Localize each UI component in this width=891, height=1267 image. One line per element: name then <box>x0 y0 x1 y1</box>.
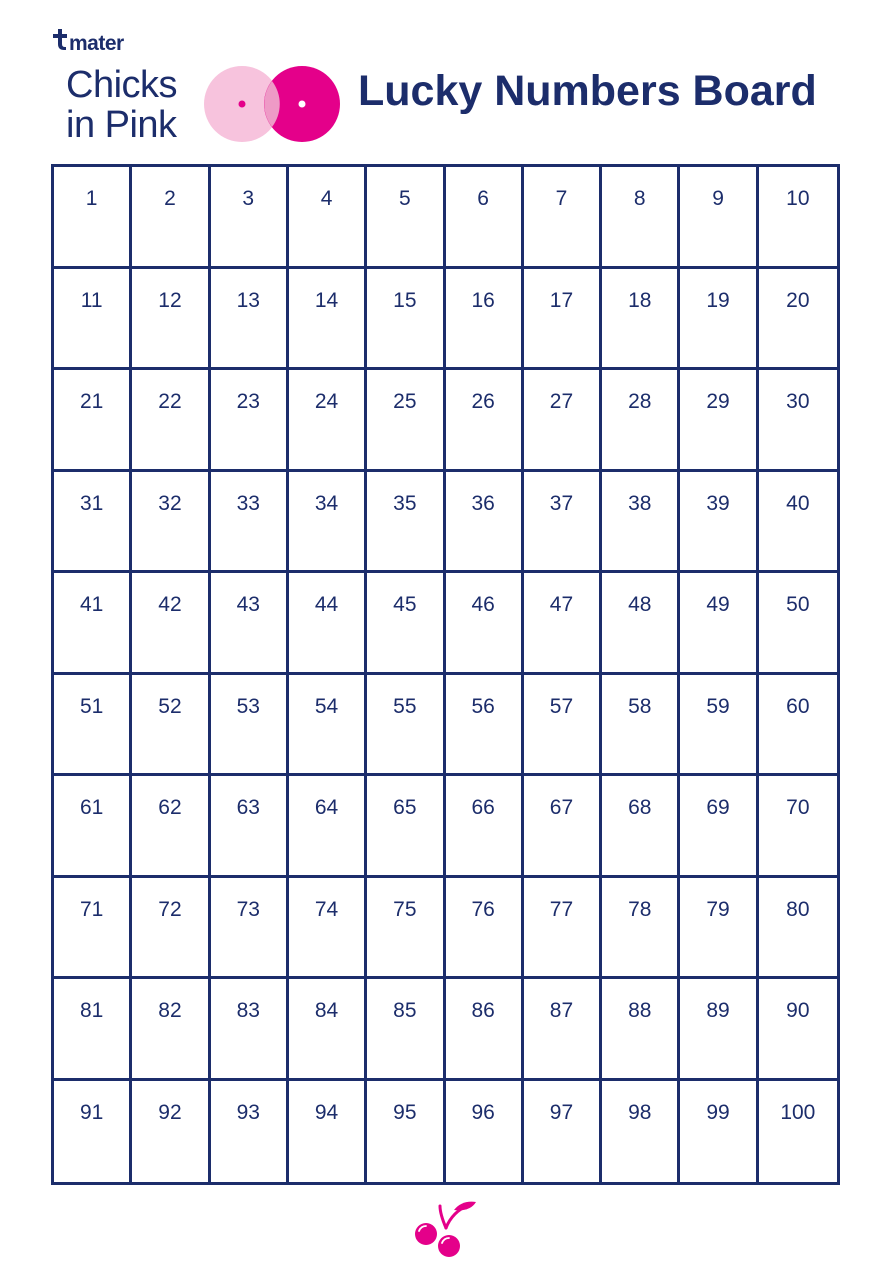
number-cell: 48 <box>602 573 680 675</box>
number-cell: 25 <box>367 370 445 472</box>
number-cell: 17 <box>524 269 602 371</box>
page-title: Lucky Numbers Board <box>358 67 817 115</box>
number-cell: 15 <box>367 269 445 371</box>
number-cell: 77 <box>524 878 602 980</box>
number-cell: 97 <box>524 1081 602 1183</box>
number-cell: 49 <box>680 573 758 675</box>
number-cell: 4 <box>289 167 367 269</box>
number-cell: 93 <box>211 1081 289 1183</box>
number-cell: 69 <box>680 776 758 878</box>
number-cell: 14 <box>289 269 367 371</box>
number-cell: 98 <box>602 1081 680 1183</box>
number-cell: 72 <box>132 878 210 980</box>
number-cell: 75 <box>367 878 445 980</box>
number-cell: 47 <box>524 573 602 675</box>
number-cell: 63 <box>211 776 289 878</box>
number-cell: 33 <box>211 472 289 574</box>
number-cell: 95 <box>367 1081 445 1183</box>
number-cell: 16 <box>446 269 524 371</box>
number-cell: 31 <box>54 472 132 574</box>
number-cell: 78 <box>602 878 680 980</box>
number-cell: 7 <box>524 167 602 269</box>
number-cell: 80 <box>759 878 837 980</box>
number-cell: 65 <box>367 776 445 878</box>
number-cell: 52 <box>132 675 210 777</box>
number-cell: 73 <box>211 878 289 980</box>
number-cell: 41 <box>54 573 132 675</box>
number-cell: 20 <box>759 269 837 371</box>
lucky-numbers-grid <box>51 164 840 1185</box>
light-circle-dot <box>239 101 246 108</box>
number-cell: 74 <box>289 878 367 980</box>
number-cell: 1 <box>54 167 132 269</box>
number-cell: 100 <box>780 1100 816 1124</box>
overlapping-circles-logo <box>202 63 342 145</box>
number-cell: 79 <box>680 878 758 980</box>
number-cell: 22 <box>132 370 210 472</box>
number-cell: 11 <box>54 269 132 371</box>
cherry-icon <box>410 1198 480 1260</box>
number-cell: 45 <box>367 573 445 675</box>
org-name: mater <box>69 31 124 55</box>
number-cell: 9 <box>680 167 758 269</box>
number-cell: 76 <box>446 878 524 980</box>
number-cell: 83 <box>211 979 289 1081</box>
campaign-name-line-1: Chicks <box>66 64 178 106</box>
number-cell: 66 <box>446 776 524 878</box>
number-cell: 13 <box>211 269 289 371</box>
number-cell: 6 <box>446 167 524 269</box>
number-cell: 99 <box>680 1081 758 1183</box>
mater-logo <box>51 24 124 54</box>
number-cell: 5 <box>367 167 445 269</box>
magenta-circle-dot <box>299 101 306 108</box>
number-cell: 90 <box>759 979 837 1081</box>
number-cell: 87 <box>524 979 602 1081</box>
number-cell: 44 <box>289 573 367 675</box>
number-cell: 62 <box>132 776 210 878</box>
number-cell: 68 <box>602 776 680 878</box>
number-cell: 56 <box>446 675 524 777</box>
number-cell: 43 <box>211 573 289 675</box>
number-cell: 59 <box>680 675 758 777</box>
number-cell: 81 <box>54 979 132 1081</box>
number-cell: 36 <box>446 472 524 574</box>
number-cell: 50 <box>759 573 837 675</box>
number-cell: 88 <box>602 979 680 1081</box>
number-cell: 24 <box>289 370 367 472</box>
number-cell: 8 <box>602 167 680 269</box>
header <box>0 0 891 160</box>
number-cell: 40 <box>759 472 837 574</box>
number-cell: 28 <box>602 370 680 472</box>
number-cell: 35 <box>367 472 445 574</box>
number-cell: 19 <box>680 269 758 371</box>
number-cell: 3 <box>211 167 289 269</box>
number-cell: 26 <box>446 370 524 472</box>
number-cell: 55 <box>367 675 445 777</box>
number-cell: 2 <box>132 167 210 269</box>
number-cell: 96 <box>446 1081 524 1183</box>
number-cell: 84 <box>289 979 367 1081</box>
mater-cross-icon <box>51 28 69 50</box>
number-cell: 92 <box>132 1081 210 1183</box>
number-cell: 86 <box>446 979 524 1081</box>
number-cell: 27 <box>524 370 602 472</box>
number-cell: 46 <box>446 573 524 675</box>
number-cell: 51 <box>54 675 132 777</box>
number-cell: 29 <box>680 370 758 472</box>
number-cell: 82 <box>132 979 210 1081</box>
number-cell: 37 <box>524 472 602 574</box>
number-cell: 64 <box>289 776 367 878</box>
number-cell: 57 <box>524 675 602 777</box>
number-cell: 12 <box>132 269 210 371</box>
number-cell: 39 <box>680 472 758 574</box>
number-cell: 91 <box>54 1081 132 1183</box>
number-cell: 61 <box>54 776 132 878</box>
number-cell: 60 <box>759 675 837 777</box>
number-cell: 32 <box>132 472 210 574</box>
number-cell: 94 <box>289 1081 367 1183</box>
number-cell: 54 <box>289 675 367 777</box>
number-cell: 85 <box>367 979 445 1081</box>
number-cell: 30 <box>759 370 837 472</box>
number-cell: 18 <box>602 269 680 371</box>
number-cell: 23 <box>211 370 289 472</box>
number-cell: 89 <box>680 979 758 1081</box>
number-cell: 42 <box>132 573 210 675</box>
campaign-name-line-2: in Pink <box>66 104 177 146</box>
number-cell: 53 <box>211 675 289 777</box>
number-cell: 10 <box>759 167 837 269</box>
number-cell: 21 <box>54 370 132 472</box>
number-cell: 70 <box>759 776 837 878</box>
number-cell: 67 <box>524 776 602 878</box>
number-cell: 58 <box>602 675 680 777</box>
number-cell: 38 <box>602 472 680 574</box>
number-cell: 34 <box>289 472 367 574</box>
number-cell: 71 <box>54 878 132 980</box>
